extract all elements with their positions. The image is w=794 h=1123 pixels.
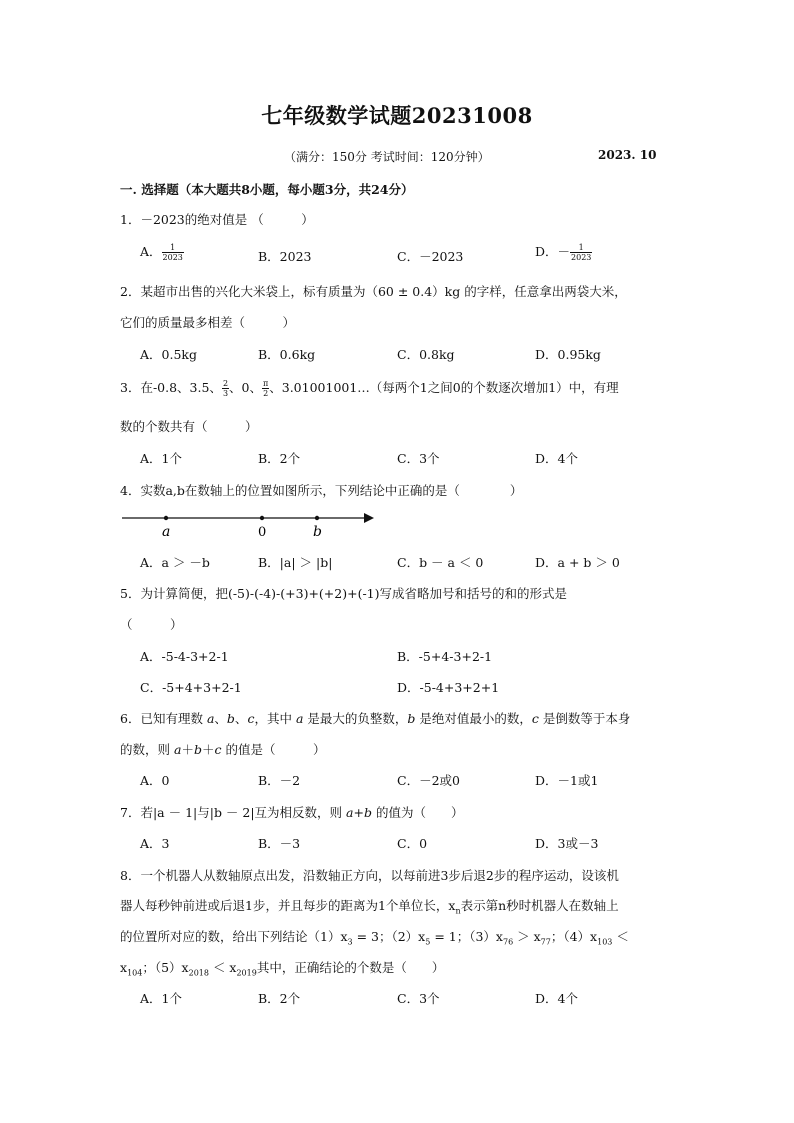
question-5-line2: （ ） [120, 617, 183, 632]
question-6-line2 [120, 740, 325, 758]
variable-b: b [226, 711, 235, 726]
fraction-denominator: 2 [263, 389, 269, 398]
variable-c: c [214, 742, 222, 757]
q6-text-part: 的值是（ ） [221, 742, 326, 757]
fraction-denominator: 2023 [162, 253, 183, 262]
fraction [162, 243, 184, 262]
q6-text-part: 是最大的负整数， [303, 711, 408, 726]
q8-text-part: ＞ x [513, 929, 541, 944]
variable-b: b [407, 711, 416, 726]
variable-c: c [531, 711, 539, 726]
exam-date: 2023. 10 [598, 148, 657, 162]
q5-option-b: B．-5+4-3+2-1 [397, 649, 493, 664]
number-line-arrow [364, 513, 374, 523]
option-label: D．－ [535, 244, 571, 259]
variable-b: b [193, 742, 202, 757]
q8-option-a: A．1个 [140, 991, 182, 1006]
q6-option-d: D．－1或1 [535, 773, 599, 788]
fraction-numerator: 1 [162, 243, 184, 253]
fraction-numerator: 1 [570, 243, 592, 253]
q8-text-part: ；（4）x [550, 929, 598, 944]
q5-option-d: D．-5-4+3+2+1 [397, 680, 500, 695]
q7-option-a: A．3 [140, 836, 170, 851]
question-7-stem [120, 803, 463, 821]
question-2-line1: 2．某超市出售的兴化大米袋上，标有质量为（60 ± 0.4）kg 的字样，任意拿出两袋大米， [120, 284, 627, 299]
subscript: 104 [127, 968, 143, 978]
q6-text-part: 是倒数等于本身 [538, 711, 631, 726]
q8-text-part: = 3；（2）x [352, 929, 426, 944]
q7-text-part: 7．若|a － 1|与|b － 2|互为相反数，则 [120, 805, 347, 820]
point-a [164, 516, 168, 520]
question-8-line3 [120, 927, 629, 947]
subscript: 103 [597, 937, 613, 947]
q7-option-b: B．－3 [258, 836, 301, 851]
page-title: 七年级数学试题20231008 [261, 103, 533, 128]
question-1-stem: 1．－2023的绝对值是 （ ） [120, 212, 314, 227]
plus-sign: ＋ [201, 742, 215, 757]
q6-text-part: 、 [234, 711, 248, 726]
q8-text-part: 器人每秒钟前进或后退1步，并且每步的距离为1个单位长，x [120, 898, 456, 913]
number-line-figure [120, 508, 380, 540]
q6-text-part: 的数，则 [120, 742, 174, 757]
variable-a-plus-b: a+b [346, 805, 372, 820]
q3-text-part: 3．在-0.8、3.5、 [120, 380, 222, 395]
q3-text-part: 、0、 [229, 380, 262, 395]
subscript: 77 [540, 937, 551, 947]
fraction-two-thirds [222, 379, 229, 398]
fraction [570, 243, 592, 262]
q3-option-b: B．2个 [258, 451, 301, 466]
q8-option-b: B．2个 [258, 991, 301, 1006]
q6-option-a: A．0 [140, 773, 170, 788]
q8-text-part: x [120, 960, 128, 975]
q6-text-part: 6．已知有理数 [120, 711, 207, 726]
q8-text-part: 的位置所对应的数，给出下列结论（1）x [120, 929, 348, 944]
q4-option-a: A．a ＞ －b [140, 555, 210, 570]
option-label: A． [140, 244, 162, 259]
q2-option-a: A．0.5kg [140, 347, 197, 362]
question-3-line2: 数的个数共有（ ） [120, 419, 258, 434]
q4-option-b: B．|a| ＞ |b| [258, 555, 333, 570]
plus-sign: ＋ [181, 742, 194, 757]
q8-text-part: = 1；（3）x [430, 929, 503, 944]
subscript: 5 [425, 937, 431, 947]
variable-a: a [173, 742, 182, 757]
q3-text-part: 、3.01001001…（每两个1之间0的个数逐次增加1）中，有理 [269, 380, 619, 395]
fraction-numerator: π [262, 379, 269, 388]
question-6-line1 [120, 709, 630, 727]
q7-option-c: C．0 [397, 836, 428, 851]
q2-option-d: D．0.95kg [535, 347, 601, 362]
variable-c: c [247, 711, 255, 726]
q3-option-c: C．3个 [397, 451, 440, 466]
label-b: b [313, 524, 322, 540]
q1-option-a [140, 242, 184, 262]
variable-a: a [295, 711, 304, 726]
question-8-line4 [120, 958, 444, 978]
q6-option-c: C．－2或0 [397, 773, 460, 788]
q3-option-a: A．1个 [140, 451, 182, 466]
subscript: 3 [347, 937, 353, 947]
label-zero: 0 [258, 525, 267, 540]
q8-option-c: C．3个 [397, 991, 440, 1006]
fraction-denominator: 2023 [571, 253, 592, 262]
variable-a: a [206, 711, 215, 726]
q8-option-d: D．4个 [535, 991, 578, 1006]
q5-option-a: A．-5-4-3+2-1 [140, 649, 229, 664]
point-zero [260, 516, 264, 520]
q6-text-part: 、 [214, 711, 227, 726]
subscript: 2019 [236, 968, 257, 978]
q7-option-d: D．3或－3 [535, 836, 599, 851]
q6-option-b: B．－2 [258, 773, 301, 788]
q2-option-b: B．0.6kg [258, 347, 316, 362]
point-b [315, 516, 319, 520]
q5-option-c: C．-5+4+3+2-1 [140, 680, 242, 695]
subscript: 76 [502, 937, 514, 947]
q8-text-part: ；（5）x [142, 960, 189, 975]
question-8-line2 [120, 896, 619, 916]
question-4-stem: 4．实数a,b在数轴上的位置如图所示，下列结论中正确的是（ ） [120, 483, 523, 498]
q2-option-c: C．0.8kg [397, 347, 455, 362]
fraction-numerator: 2 [222, 379, 229, 388]
q1-option-d [535, 242, 592, 262]
question-2-line2: 它们的质量最多相差（ ） [120, 315, 296, 330]
fraction-denominator: 3 [222, 389, 229, 398]
label-a: a [162, 524, 171, 540]
subscript: n [455, 906, 461, 916]
subscript: 2018 [188, 968, 209, 978]
question-5-line1: 5．为计算简便，把(-5)-(-4)-(+3)+(+2)+(-1)写成省略加号和括号的和的形式是 [120, 586, 567, 601]
exam-info: （满分：150分 考试时间：120分钟） [284, 150, 490, 164]
q8-text-part: ＜ x [208, 960, 237, 975]
q8-text-part: ＜ [612, 929, 629, 944]
question-3-line1 [120, 378, 619, 398]
q8-text-part: 表示第n秒时机器人在数轴上 [460, 898, 619, 913]
q6-text-part: 是绝对值最小的数， [415, 711, 532, 726]
q7-text-part: 的值为（ ） [371, 805, 464, 820]
q6-text-part: ，其中 [254, 711, 296, 726]
q8-text-part: 其中，正确结论的个数是（ ） [256, 960, 445, 975]
q4-option-c: C．b － a ＜ 0 [397, 555, 484, 570]
question-8-line1: 8．一个机器人从数轴原点出发，沿数轴正方向，以每前进3步后退2步的程序运动，设该机 [120, 868, 619, 883]
q3-option-d: D．4个 [535, 451, 578, 466]
section-heading: 一. 选择题（本大题共8小题，每小题3分，共24分） [120, 182, 414, 197]
q4-option-d: D．a + b ＞ 0 [535, 555, 620, 570]
q1-option-b: B．2023 [258, 249, 312, 264]
q1-option-c: C．－2023 [397, 249, 464, 264]
